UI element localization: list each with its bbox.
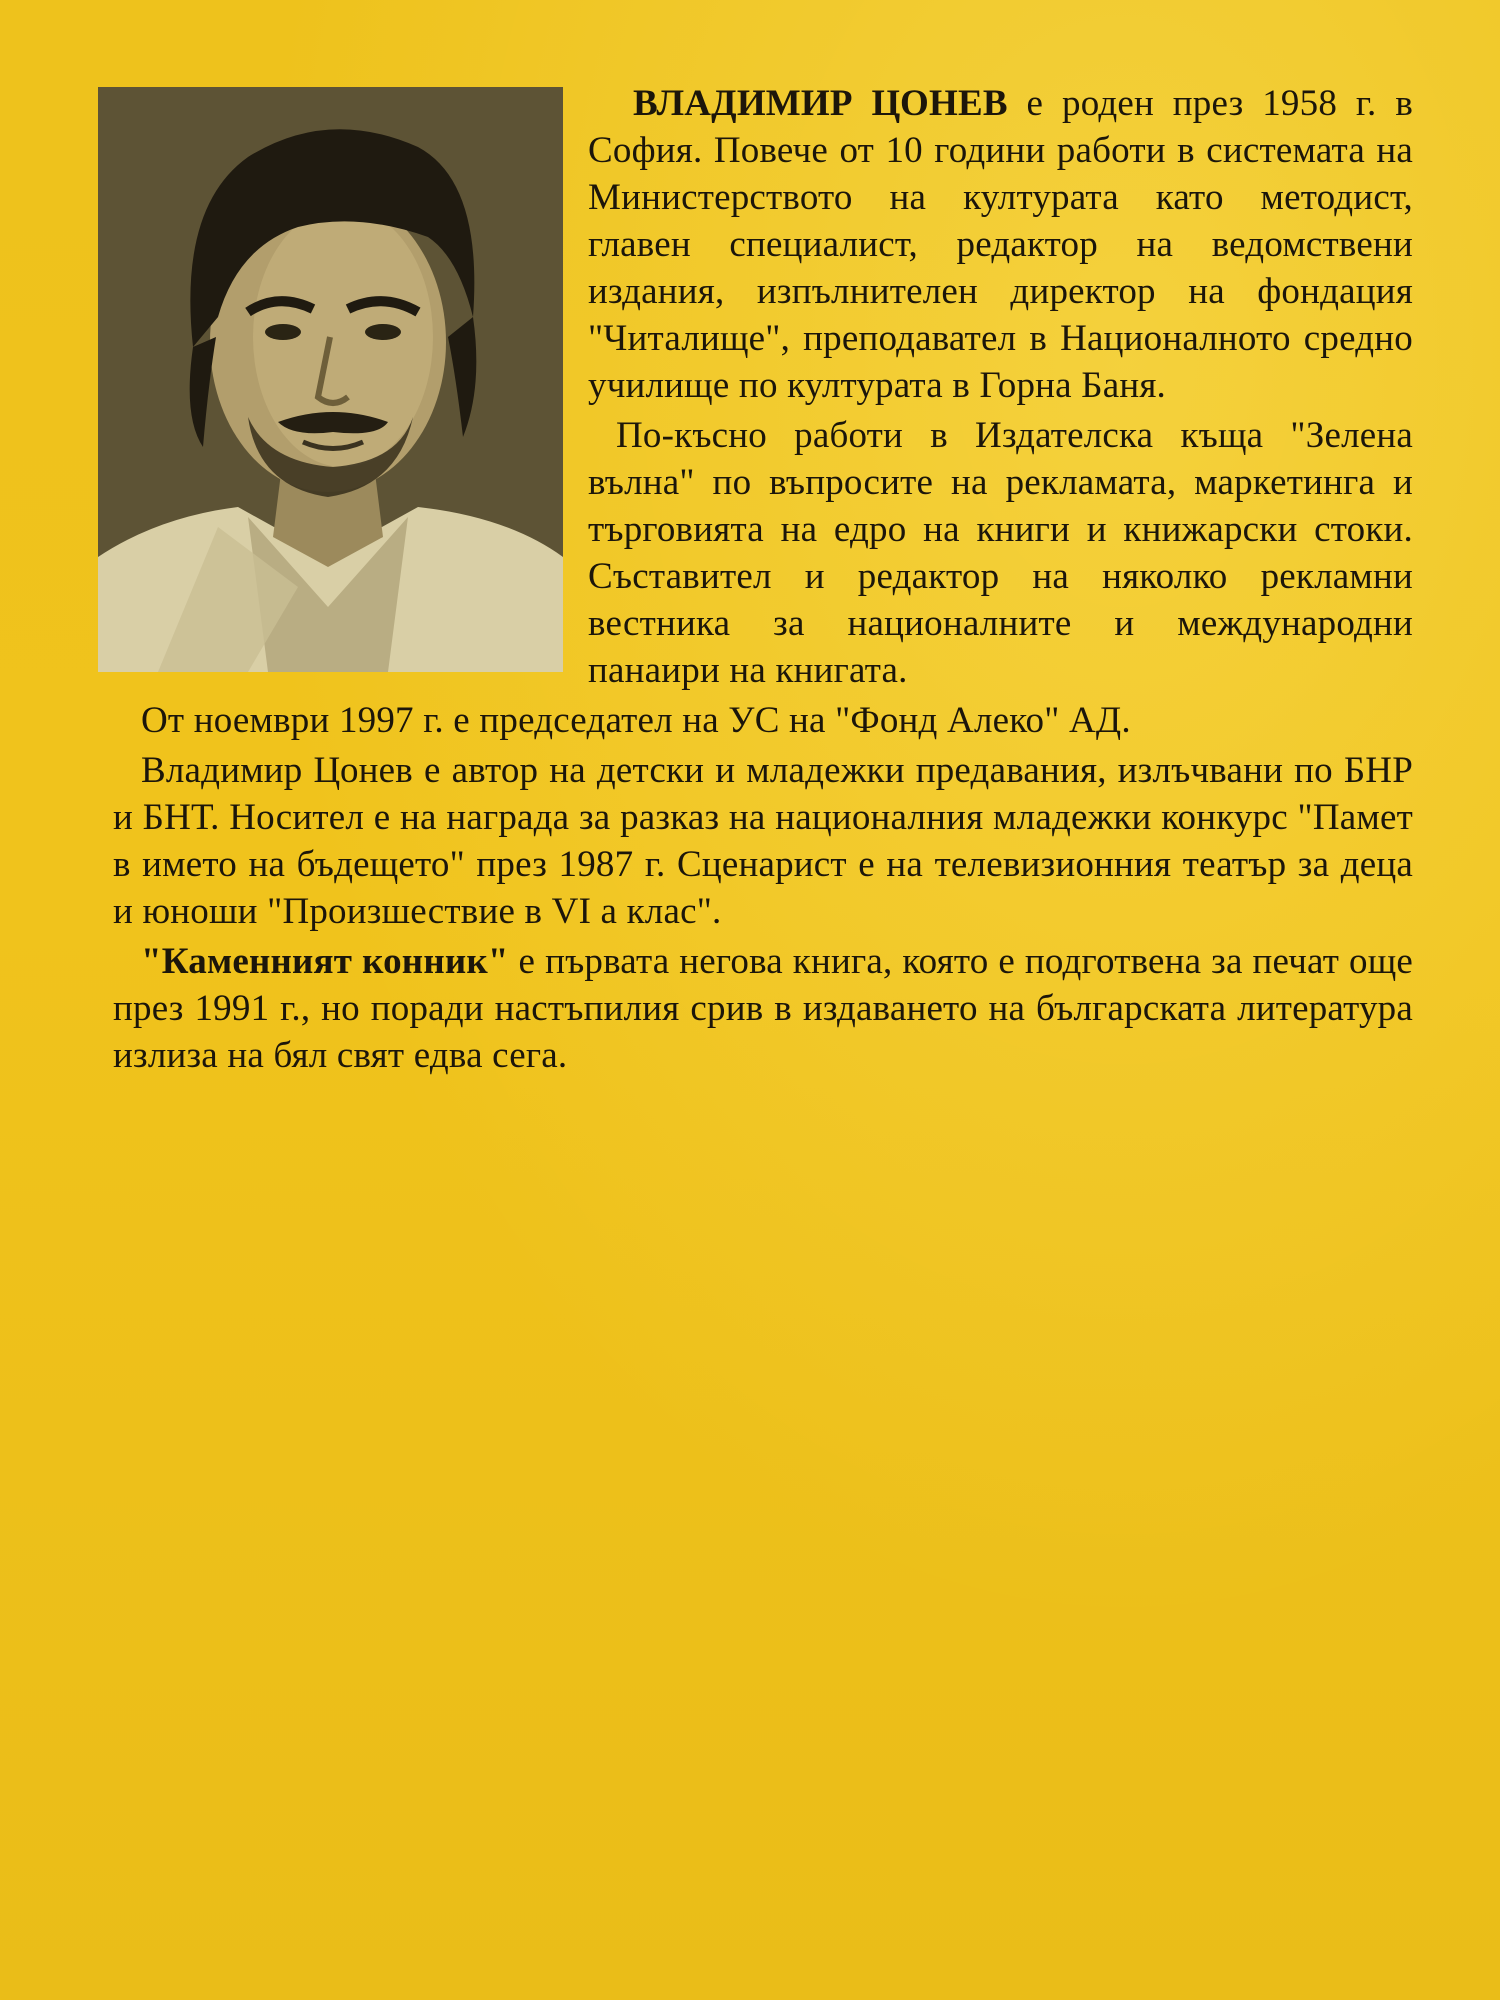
- bio-paragraph-3: От ноември 1997 г. е председател на УС на "Фонд Алеко" АД.: [141, 700, 1131, 741]
- book-title: "Каменният конник": [141, 941, 509, 982]
- bio-paragraph-5: [113, 938, 1413, 1079]
- bio-paragraph-1-text: е роден през 1958 г. в София. Повече от 10 години работи в системата на Министерството на културата като методист, главен специалист, редактор на ведомствени издания, изпълнителен директор на фондация "Читалище", преподавател в Националното средно училище по културата в Горна Баня.: [588, 83, 1413, 406]
- author-biography: [113, 80, 1413, 1082]
- bio-paragraph-2: По-късно работи в Издателска къща "Зелена вълна" по въпросите на рекламата, маркетинга и търговията на едро на книги и книжарски стоки. Съставител и редактор на няколко рекламни вестника за националните и международни панаири на книгата.: [588, 415, 1413, 691]
- author-name: ВЛАДИМИР ЦОНЕВ: [633, 83, 1008, 124]
- bio-paragraph-4: Владимир Цонев е автор на детски и младежки предавания, излъчвани по БНР и БНТ. Носител е на награда за разказ на националния младежки конкурс "Памет в името на бъдещето" през 1987 г. Сценарист е на телевизионния театър за деца и юноши "Произшествие в VI а клас".: [113, 750, 1413, 932]
- bio-paragraph-5-text: е първата негова книга, която е подготвена за печат още през 1991 г., но поради настъпилия срив в издаването на българската литература излиза на бял свят едва сега.: [113, 941, 1414, 1076]
- photo-spacer: [113, 80, 588, 685]
